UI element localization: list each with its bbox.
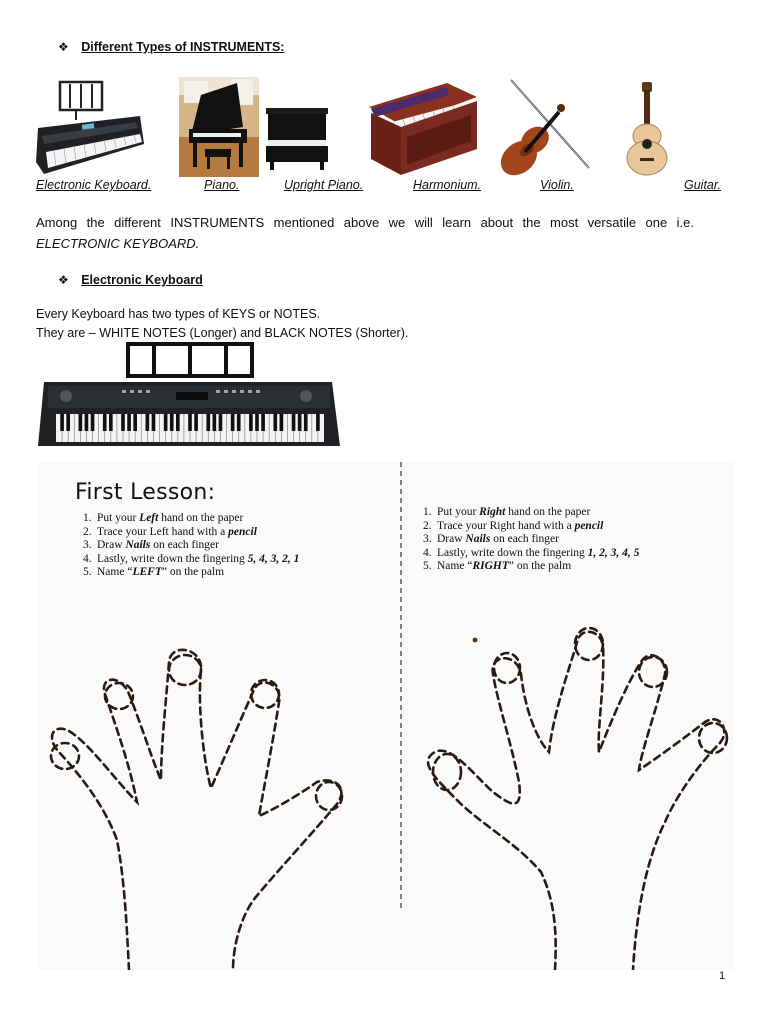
black-key	[316, 414, 320, 431]
page-number: 1	[719, 970, 726, 982]
hand-tracings	[37, 462, 734, 970]
black-key	[170, 414, 174, 431]
upright-piano-icon	[264, 106, 330, 170]
bullet-icon: ❖	[58, 273, 69, 287]
black-key	[133, 414, 137, 431]
caption-violin: Violin.	[540, 178, 574, 192]
left-hand-outline	[51, 650, 342, 970]
intro-line-2: ELECTRONIC KEYBOARD.	[36, 236, 200, 251]
harmonium-icon	[367, 79, 479, 177]
keys-line-2: They are – WHITE NOTES (Longer) and BLACK NOTES (Shorter).	[36, 326, 409, 340]
heading-text: Different Types of INSTRUMENTS:	[81, 40, 285, 54]
black-key	[176, 414, 180, 431]
left-step: 1. Put your Left hand on the paper	[83, 512, 244, 524]
right-hand-outline	[428, 628, 727, 970]
ink-dot	[473, 638, 478, 643]
black-key	[103, 414, 107, 431]
black-key	[237, 414, 241, 431]
heading-text: Electronic Keyboard	[81, 273, 203, 287]
black-key	[213, 414, 217, 431]
electronic-keyboard-large-icon	[36, 342, 346, 450]
black-key	[121, 414, 125, 431]
black-key	[292, 414, 296, 431]
black-key	[298, 414, 302, 431]
black-key	[261, 414, 265, 431]
left-step: 4. Lastly, write down the fingering 5, 4, 3, 2, 1	[83, 552, 300, 565]
keys-line-1: Every Keyboard has two types of KEYS or NOTES.	[36, 307, 321, 321]
black-key	[85, 414, 89, 431]
black-key	[273, 414, 277, 431]
intro-paragraph	[36, 212, 694, 254]
black-key	[79, 414, 83, 431]
black-key	[304, 414, 308, 431]
left-step: 2. Trace your Left hand with a pencil	[83, 525, 257, 538]
black-key	[60, 414, 64, 431]
lesson-worksheet	[37, 462, 734, 970]
black-key	[152, 414, 156, 431]
grand-piano-icon	[179, 77, 259, 177]
black-key	[206, 414, 210, 431]
keys-description	[36, 305, 408, 343]
black-key	[249, 414, 253, 431]
caption-guitar: Guitar.	[684, 178, 722, 192]
section-heading-electronic-keyboard	[58, 271, 203, 289]
black-key	[280, 414, 284, 431]
black-key	[91, 414, 95, 431]
caption-upright-piano: Upright Piano.	[284, 178, 364, 192]
intro-line-1: Among the different INSTRUMENTS mentioned above we will learn about the most versatile one i.e.	[36, 215, 694, 230]
caption-harmonium: Harmonium.	[413, 178, 482, 192]
black-key	[255, 414, 259, 431]
black-key	[219, 414, 223, 431]
electronic-keyboard-icon	[36, 78, 146, 176]
black-key	[231, 414, 235, 431]
section-heading-instruments	[58, 38, 284, 56]
caption-piano: Piano.	[204, 178, 240, 192]
left-step: 5. Name “LEFT” on the palm	[83, 566, 225, 578]
caption-electronic-keyboard: Electronic Keyboard.	[36, 178, 152, 192]
right-step: 4. Lastly, write down the fingering 1, 2, 3, 4, 5	[423, 546, 640, 559]
black-key	[194, 414, 198, 431]
black-key	[66, 414, 70, 431]
black-key	[109, 414, 113, 431]
right-step: 5. Name “RIGHT” on the palm	[423, 560, 572, 572]
right-step: 1. Put your Right hand on the paper	[423, 506, 591, 518]
guitar-icon	[624, 80, 670, 176]
right-step: 2. Trace your Right hand with a pencil	[423, 519, 604, 532]
black-key	[164, 414, 168, 431]
violin-icon	[495, 78, 593, 176]
black-key	[146, 414, 150, 431]
left-step: 3. Draw Nails on each finger	[83, 539, 219, 551]
right-step: 3. Draw Nails on each finger	[423, 533, 559, 545]
bullet-icon: ❖	[58, 40, 69, 54]
black-key	[127, 414, 131, 431]
lesson-title: First Lesson:	[75, 480, 216, 505]
black-key	[188, 414, 192, 431]
